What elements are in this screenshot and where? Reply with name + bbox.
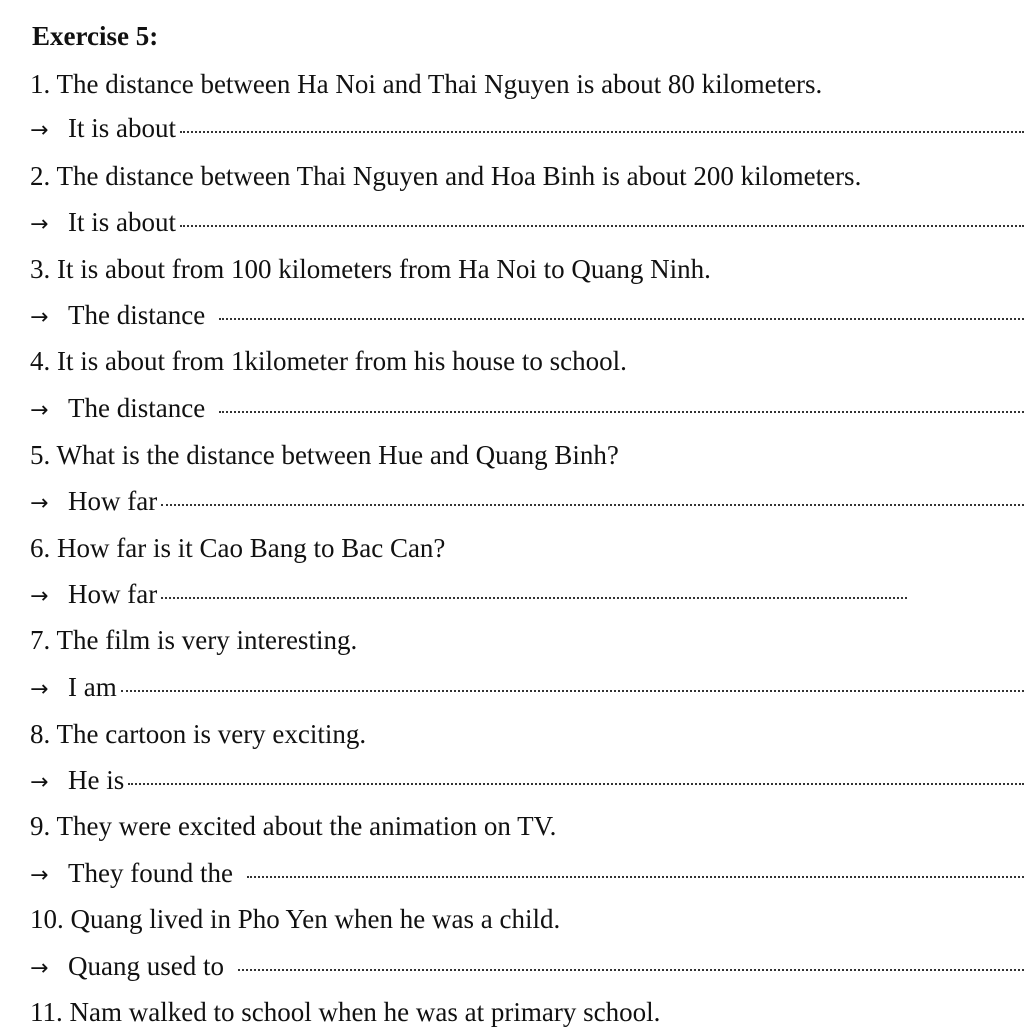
answer-blank-4[interactable] [219, 409, 1024, 413]
question-2: 2. The distance between Thai Nguyen and Hoa Binh is about 200 kilometers. [30, 161, 862, 191]
answer-line-6[interactable] [30, 576, 1024, 615]
arrow-icon: → [30, 956, 49, 981]
arrow-icon: → [30, 770, 49, 795]
question-10: 10. Quang lived in Pho Yen when he was a child. [30, 904, 561, 934]
answer-blank-10[interactable] [238, 967, 1024, 971]
exercise-title: Exercise 5: [32, 21, 159, 51]
answer-blank-2[interactable] [180, 223, 1024, 227]
arrow-icon: → [30, 305, 49, 330]
answer-line-8[interactable] [30, 762, 1024, 801]
answer-line-7[interactable] [30, 669, 1024, 708]
answer-line-3[interactable] [30, 297, 1024, 336]
answer-prompt-8: He is [68, 765, 125, 795]
answer-line-4[interactable] [30, 390, 1024, 429]
question-6: 6. How far is it Cao Bang to Bac Can? [30, 533, 446, 563]
answer-blank-1[interactable] [180, 129, 1024, 133]
answer-blank-9[interactable] [247, 874, 1024, 878]
question-1: 1. The distance between Ha Noi and Thai Nguyen is about 80 kilometers. [30, 69, 823, 99]
arrow-icon: → [30, 491, 49, 516]
answer-prompt-5: How far [68, 486, 158, 516]
answer-prompt-9: They found the [68, 858, 233, 888]
arrow-icon: → [30, 677, 49, 702]
question-3: 3. It is about from 100 kilometers from Ha Noi to Quang Ninh. [30, 254, 711, 284]
answer-line-9[interactable] [30, 855, 1024, 894]
answer-prompt-3: The distance [68, 300, 206, 330]
answer-line-5[interactable] [30, 483, 1024, 522]
question-7: 7. The film is very interesting. [30, 625, 358, 655]
question-9: 9. They were excited about the animation on TV. [30, 811, 557, 841]
answer-prompt-2: It is about [68, 207, 176, 237]
answer-blank-6[interactable] [161, 595, 907, 599]
question-5: 5. What is the distance between Hue and Quang Binh? [30, 440, 619, 470]
answer-prompt-6: How far [68, 579, 158, 609]
answer-line-1[interactable] [30, 110, 1024, 149]
question-11: 11. Nam walked to school when he was at primary school. [30, 997, 661, 1027]
arrow-icon: → [30, 212, 49, 237]
arrow-icon: → [30, 118, 49, 143]
answer-blank-3[interactable] [219, 316, 1024, 320]
answer-prompt-7: I am [68, 672, 117, 702]
answer-blank-7[interactable] [121, 688, 1024, 692]
answer-line-2[interactable] [30, 204, 1024, 243]
arrow-icon: → [30, 398, 49, 423]
answer-prompt-10: Quang used to [68, 951, 224, 981]
question-8: 8. The cartoon is very exciting. [30, 719, 367, 749]
question-4: 4. It is about from 1kilometer from his house to school. [30, 346, 627, 376]
answer-prompt-4: The distance [68, 393, 206, 423]
arrow-icon: → [30, 863, 49, 888]
answer-blank-5[interactable] [161, 502, 1024, 506]
answer-prompt-1: It is about [68, 113, 176, 143]
answer-line-10[interactable] [30, 948, 1024, 987]
answer-blank-8[interactable] [128, 781, 1024, 785]
arrow-icon: → [30, 584, 49, 609]
